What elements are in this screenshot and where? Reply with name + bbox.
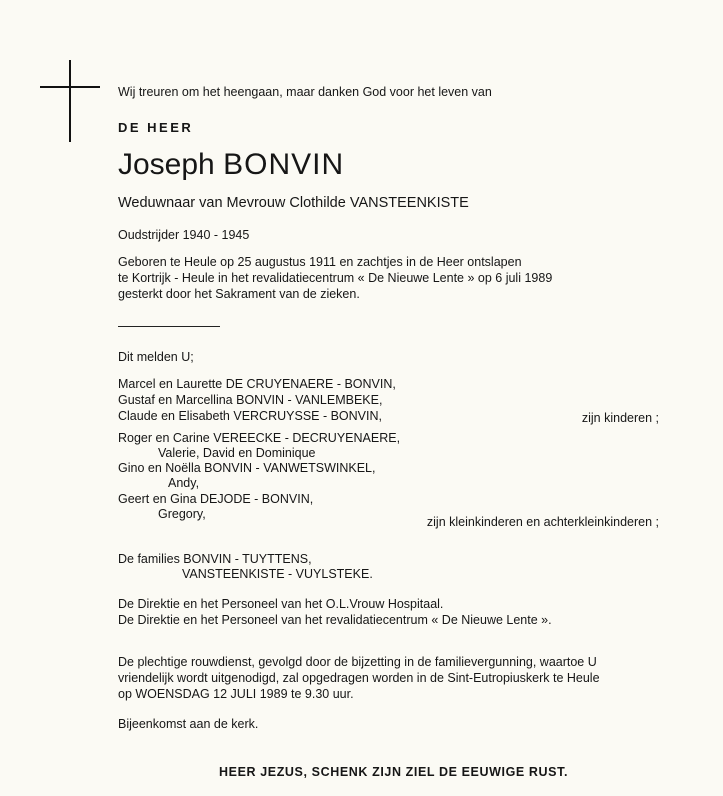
birth-death-line: Geboren te Heule op 25 augustus 1911 en zachtjes in de Heer ontslapen (118, 255, 522, 269)
service-line: De plechtige rouwdienst, gevolgd door de bijzetting in de familievergunning, waartoe U (118, 655, 597, 669)
veteran-line: Oudstrijder 1940 - 1945 (118, 228, 250, 242)
grandchildren-line: Gino en Noëlla BONVIN - VANWETSWINKEL, (118, 461, 376, 475)
children-label: zijn kinderen ; (581, 411, 659, 425)
title-prefix: DE HEER (118, 120, 194, 135)
grandchildren-label: zijn kleinkinderen en achterkleinkinderen ; (426, 515, 659, 529)
announce-line: Dit melden U; (118, 350, 194, 364)
grandchildren-line: Roger en Carine VEREECKE - DECRUYENAERE, (118, 431, 401, 445)
birth-death-line: gesterkt door het Sakrament van de zieken. (118, 287, 360, 301)
grandchildren-line: Valerie, David en Dominique (158, 446, 316, 460)
families-line: VANSTEENKISTE - VUYLSTEKE. (182, 567, 373, 581)
children-line: Gustaf en Marcellina BONVIN - VANLEMBEKE, (118, 393, 383, 407)
grandchildren-line: Andy, (168, 476, 200, 490)
cross-icon-vertical (69, 60, 71, 142)
surname: BONVIN (223, 148, 345, 181)
gathering-line: Bijeenkomst aan de kerk. (118, 717, 259, 731)
service-line: vriendelijk wordt uitgenodigd, zal opgedragen worden in de Sint-Eutropiuskerk te Heule (118, 671, 600, 685)
service-line: op WOENSDAG 12 JULI 1989 te 9.30 uur. (118, 687, 354, 701)
divider-rule (118, 326, 220, 327)
families-line: De families BONVIN - TUYTTENS, (118, 552, 312, 566)
grandchildren-line: Gregory, (158, 507, 206, 521)
widower-line: Weduwnaar van Mevrouw Clothilde VANSTEENKISTE (118, 195, 469, 211)
grandchildren-line: Geert en Gina DEJODE - BONVIN, (118, 492, 314, 506)
cross-icon-horizontal (40, 86, 100, 88)
birth-death-line: te Kortrijk - Heule in het revalidatiecentrum « De Nieuwe Lente » op 6 juli 1989 (118, 271, 553, 285)
children-line: Marcel en Laurette DE CRUYENAERE - BONVIN, (118, 377, 396, 391)
first-name: Joseph (118, 148, 215, 181)
intro-line: Wij treuren om het heengaan, maar danken God voor het leven van (118, 85, 492, 99)
staff-line: De Direktie en het Personeel van het revalidatiecentrum « De Nieuwe Lente ». (118, 613, 552, 627)
children-line: Claude en Elisabeth VERCRUYSSE - BONVIN, (118, 409, 382, 423)
deceased-name (118, 148, 344, 182)
staff-line: De Direktie en het Personeel van het O.L.Vrouw Hospitaal. (118, 597, 444, 611)
closing-prayer: HEER JEZUS, SCHENK ZIJN ZIEL DE EEUWIGE RUST. (219, 765, 569, 779)
